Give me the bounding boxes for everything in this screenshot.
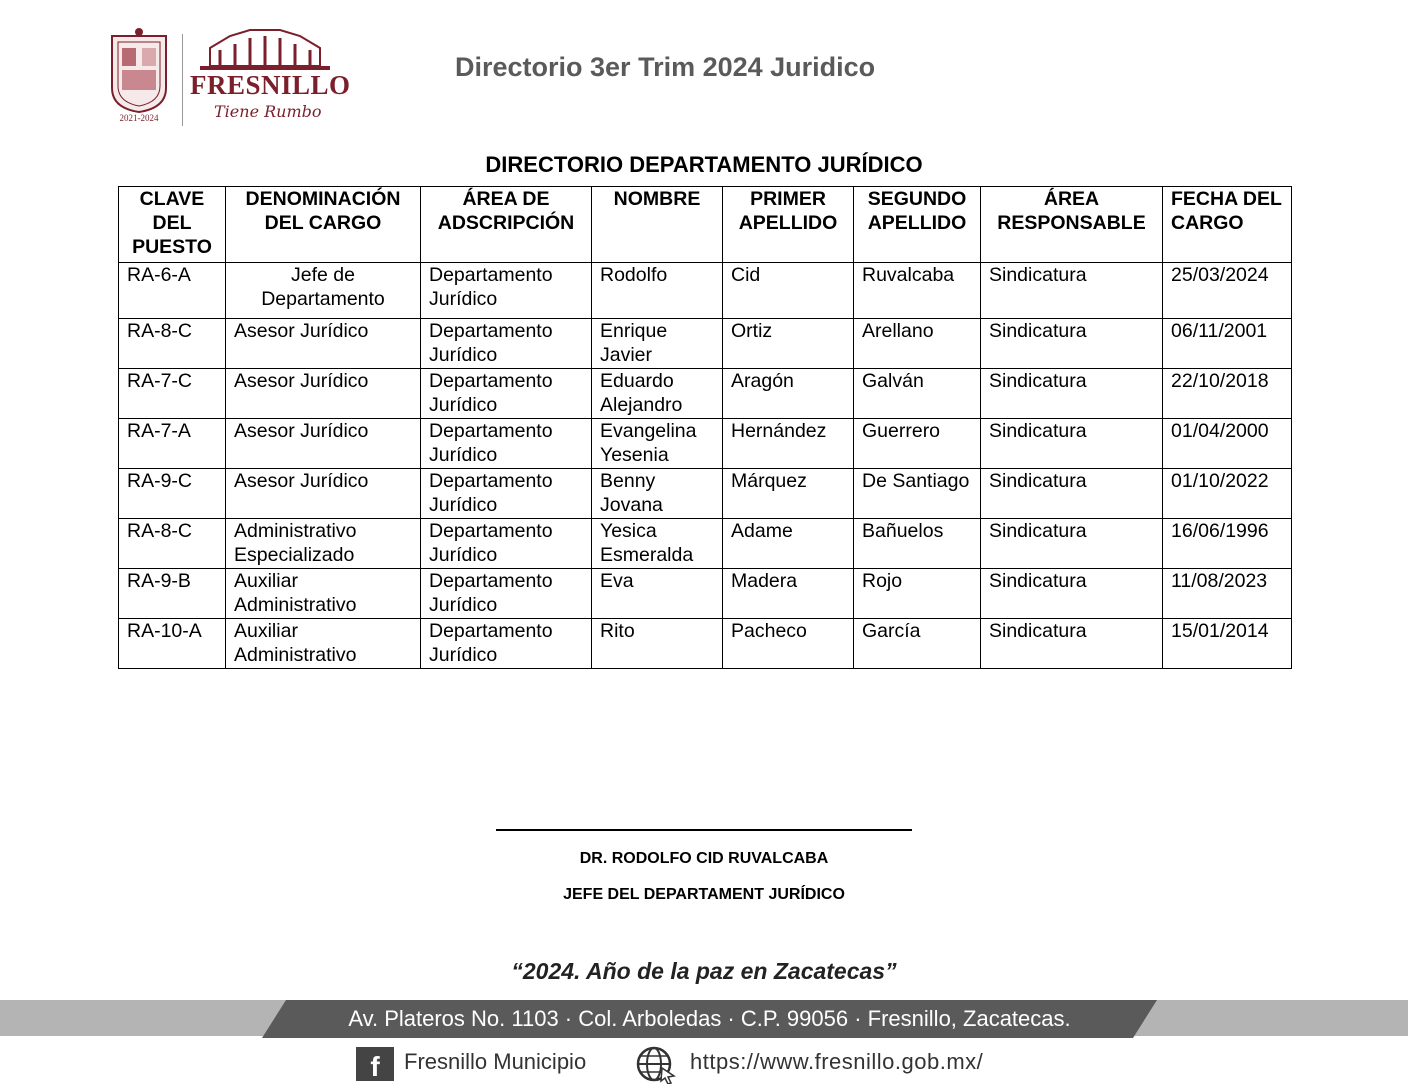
table-title: DIRECTORIO DEPARTAMENTO JURÍDICO bbox=[485, 152, 923, 177]
cell-cargo: Auxiliar Administrativo bbox=[226, 619, 421, 669]
cell-area: Departamento Jurídico bbox=[421, 369, 592, 419]
cell-fecha: 25/03/2024 bbox=[1163, 263, 1292, 319]
globe-cursor-icon bbox=[634, 1044, 678, 1084]
cell-primer-apellido: Pacheco bbox=[723, 619, 854, 669]
cell-area-responsable: Sindicatura bbox=[981, 519, 1163, 569]
cell-area-responsable: Sindicatura bbox=[981, 419, 1163, 469]
header-nombre: NOMBRE bbox=[592, 187, 723, 263]
table-row bbox=[119, 319, 1292, 369]
cell-segundo-apellido: Guerrero bbox=[854, 419, 981, 469]
cell-nombre: Rodolfo bbox=[592, 263, 723, 319]
cell-clave: RA-9-C bbox=[119, 469, 226, 519]
header-segundo-apellido: SEGUNDO APELLIDO bbox=[854, 187, 981, 263]
cell-primer-apellido: Márquez bbox=[723, 469, 854, 519]
cell-area-responsable: Sindicatura bbox=[981, 569, 1163, 619]
table-row bbox=[119, 569, 1292, 619]
cell-fecha: 06/11/2001 bbox=[1163, 319, 1292, 369]
cell-clave: RA-7-A bbox=[119, 419, 226, 469]
footer-band-left bbox=[0, 1000, 300, 1036]
cell-primer-apellido: Adame bbox=[723, 519, 854, 569]
table-header-row bbox=[119, 187, 1292, 263]
table-row bbox=[119, 419, 1292, 469]
cell-clave: RA-6-A bbox=[119, 263, 226, 319]
cell-primer-apellido: Cid bbox=[723, 263, 854, 319]
cell-area: Departamento Jurídico bbox=[421, 419, 592, 469]
cell-clave: RA-8-C bbox=[119, 319, 226, 369]
cell-area: Departamento Jurídico bbox=[421, 469, 592, 519]
cell-fecha: 01/10/2022 bbox=[1163, 469, 1292, 519]
cell-nombre: Benny Jovana bbox=[592, 469, 723, 519]
cell-cargo: Asesor Jurídico bbox=[226, 469, 421, 519]
cell-segundo-apellido: Arellano bbox=[854, 319, 981, 369]
brand-tagline: Tiene Rumbo bbox=[214, 102, 322, 121]
cell-area-responsable: Sindicatura bbox=[981, 619, 1163, 669]
document-title: Directorio 3er Trim 2024 Juridico bbox=[455, 52, 876, 82]
cell-cargo: Asesor Jurídico bbox=[226, 369, 421, 419]
fresnillo-brand bbox=[190, 26, 351, 130]
cell-area: Departamento Jurídico bbox=[421, 569, 592, 619]
facebook-label: Fresnillo Municipio bbox=[404, 1049, 587, 1074]
cell-nombre: Rito bbox=[592, 619, 723, 669]
cell-segundo-apellido: Rojo bbox=[854, 569, 981, 619]
seal-years: 2021-2024 bbox=[119, 113, 159, 123]
cell-nombre: Yesica Esmeralda bbox=[592, 519, 723, 569]
cell-nombre: Enrique Javier bbox=[592, 319, 723, 369]
cell-cargo: Asesor Jurídico bbox=[226, 419, 421, 469]
cell-nombre: Eduardo Alejandro bbox=[592, 369, 723, 419]
brand-name: FRESNILLO bbox=[190, 70, 351, 100]
table-row bbox=[119, 469, 1292, 519]
cell-clave: RA-8-C bbox=[119, 519, 226, 569]
header-area-responsable: ÁREA RESPONSABLE bbox=[981, 187, 1163, 263]
cell-nombre: Evangelina Yesenia bbox=[592, 419, 723, 469]
cell-clave: RA-7-C bbox=[119, 369, 226, 419]
cell-segundo-apellido: Bañuelos bbox=[854, 519, 981, 569]
logo-divider bbox=[182, 34, 183, 126]
header-clave: CLAVE DEL PUESTO bbox=[119, 187, 226, 263]
cell-segundo-apellido: García bbox=[854, 619, 981, 669]
cell-area-responsable: Sindicatura bbox=[981, 369, 1163, 419]
cell-cargo: Jefe de Departamento bbox=[226, 263, 421, 319]
table-row bbox=[119, 619, 1292, 669]
building-icon bbox=[190, 26, 340, 72]
footer-motto: “2024. Año de la paz en Zacatecas” bbox=[511, 958, 897, 984]
cell-fecha: 11/08/2023 bbox=[1163, 569, 1292, 619]
cell-cargo: Auxiliar Administrativo bbox=[226, 569, 421, 619]
directory-table bbox=[118, 186, 1292, 669]
facebook-icon: f bbox=[356, 1047, 394, 1081]
cell-area-responsable: Sindicatura bbox=[981, 319, 1163, 369]
cell-segundo-apellido: Ruvalcaba bbox=[854, 263, 981, 319]
header-logos bbox=[104, 26, 351, 130]
table-row bbox=[119, 369, 1292, 419]
cell-fecha: 22/10/2018 bbox=[1163, 369, 1292, 419]
cell-segundo-apellido: De Santiago bbox=[854, 469, 981, 519]
cell-primer-apellido: Ortiz bbox=[723, 319, 854, 369]
cell-nombre: Eva bbox=[592, 569, 723, 619]
header-denominacion: DENOMINACIÓN DEL CARGO bbox=[226, 187, 421, 263]
website-link[interactable]: https://www.fresnillo.gob.mx/ bbox=[690, 1049, 984, 1074]
cell-cargo: Asesor Jurídico bbox=[226, 319, 421, 369]
cell-clave: RA-9-B bbox=[119, 569, 226, 619]
cell-area: Departamento Jurídico bbox=[421, 263, 592, 319]
cell-cargo: Administrativo Especializado bbox=[226, 519, 421, 569]
cell-clave: RA-10-A bbox=[119, 619, 226, 669]
header-area-adscripcion: ÁREA DE ADSCRIPCIÓN bbox=[421, 187, 592, 263]
signatory-name: DR. RODOLFO CID RUVALCABA bbox=[579, 850, 829, 867]
cell-primer-apellido: Hernández bbox=[723, 419, 854, 469]
cell-fecha: 16/06/1996 bbox=[1163, 519, 1292, 569]
table-row bbox=[119, 263, 1292, 319]
signatory-role: JEFE DEL DEPARTAMENT JURÍDICO bbox=[563, 886, 845, 903]
signature-line bbox=[496, 829, 912, 831]
cell-primer-apellido: Madera bbox=[723, 569, 854, 619]
cell-area: Departamento Jurídico bbox=[421, 519, 592, 569]
cell-area: Departamento Jurídico bbox=[421, 619, 592, 669]
cell-segundo-apellido: Galván bbox=[854, 369, 981, 419]
cell-area-responsable: Sindicatura bbox=[981, 469, 1163, 519]
cell-primer-apellido: Aragón bbox=[723, 369, 854, 419]
header-primer-apellido: PRIMER APELLIDO bbox=[723, 187, 854, 263]
footer-address: Av. Plateros No. 1103 · Col. Arboledas · C.P. 99056 · Fresnillo, Zacatecas. bbox=[348, 1006, 1071, 1031]
header-fecha: FECHA DEL CARGO bbox=[1163, 187, 1292, 263]
footer-band-right bbox=[1120, 1000, 1408, 1036]
cell-area-responsable: Sindicatura bbox=[981, 263, 1163, 319]
cell-fecha: 15/01/2014 bbox=[1163, 619, 1292, 669]
table-row bbox=[119, 519, 1292, 569]
cell-fecha: 01/04/2000 bbox=[1163, 419, 1292, 469]
cell-area: Departamento Jurídico bbox=[421, 319, 592, 369]
